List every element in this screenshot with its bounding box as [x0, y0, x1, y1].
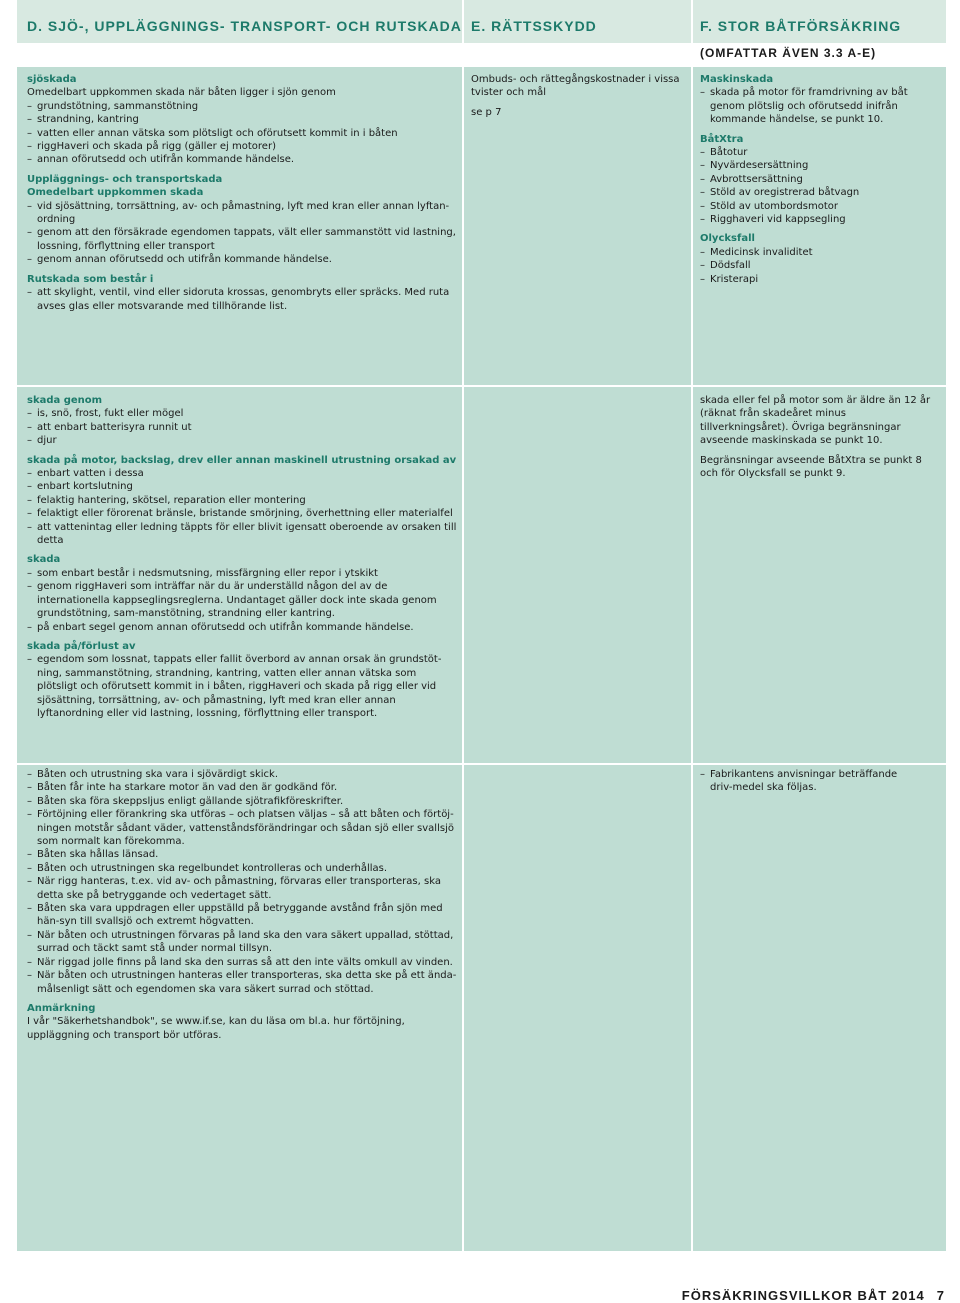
list-item: – Båten ska vara uppdragen eller uppställd på betryggande avstånd från sjön med hän-syn till svallsjö och extremt högvatten. — [27, 902, 457, 929]
safety-rules-f-list — [700, 768, 910, 795]
list-item: – egendom som lossnat, tappats eller fallit överbord av annan orsak än grundstöt-ning, sammanstötning, strandning, kantring, vatten eller annan vätska som plötsligt och oförutsett kommit in i båten, riggHaveri och skada på rigg eller vid sjösättning, torrsättning, av- och påmastning, lyft med kran eller annan lyftanordning eller vid lastning, lossning, förflyttning eller transport. — [27, 653, 457, 720]
list-item: – annan oförutsedd och utifrån kommande händelse. — [27, 153, 457, 166]
row3-block-f — [693, 765, 946, 1251]
row2-d-content — [27, 394, 457, 720]
batxtra-heading: BåtXtra — [700, 133, 744, 145]
column-title-e: E. RÄTTSSKYDD — [471, 18, 597, 34]
list-item: – skada på motor för framdrivning av båt genom plötslig och oförutsedd inifrån kommande händelse, se punkt 10. — [700, 86, 940, 126]
sjoskada-list — [27, 100, 457, 167]
list-item: – enbart kortslutning — [27, 480, 457, 493]
list-item: – som enbart består i nedsmutsning, missfärgning eller repor i ytskikt — [27, 567, 457, 580]
list-item: – Rigghaveri vid kappsegling — [700, 213, 940, 226]
maskinskada-list — [700, 86, 940, 126]
rutskada-list — [27, 286, 457, 313]
list-item: – Båten får inte ha starkare motor än vad den är godkänd för. — [27, 781, 457, 794]
sjoskada-heading: sjöskada — [27, 74, 77, 85]
exclusion-list-2 — [27, 467, 457, 547]
list-item: – att vattenintag eller ledning täppts för eller blivit igensatt oberoende av orsaken till detta — [27, 521, 457, 548]
row1-f-content — [700, 73, 940, 286]
exclusion-list-4 — [27, 653, 457, 720]
exclusion-list-1 — [27, 407, 457, 447]
exclusion-heading-1: skada genom — [27, 395, 103, 406]
list-item: – Båten och utrustning ska vara i sjövärdigt skick. — [27, 768, 457, 781]
list-item: – Stöld av utombordsmotor — [700, 200, 940, 213]
row1-e-content — [471, 73, 683, 119]
column-title-d: D. SJÖ-, UPPLÄGGNINGS- TRANSPORT- OCH RUTSKADA — [27, 18, 462, 34]
list-item: – strandning, kantring — [27, 113, 457, 126]
limitation-batxtra: Begränsningar avseende BåtXtra se punkt 8 och för Olycksfall se punkt 9. — [700, 454, 922, 480]
rattsskydd-ref: se p 7 — [471, 106, 502, 118]
list-item: – När båten och utrustningen hanteras eller transporteras, ska detta ske på ett ända-målsenligt sätt och egendomen ska vara säkert surrad och stöttad. — [27, 969, 457, 996]
note-heading: Anmärkning — [27, 1002, 96, 1014]
list-item: – att skylight, ventil, vind eller sidoruta krossas, genombryts eller spräcks. Med ruta avses glas eller motsvarande med tillhörande list. — [27, 286, 457, 313]
list-item: – Dödsfall — [700, 259, 940, 272]
transport-subheading: Omedelbart uppkommen skada — [27, 187, 204, 199]
list-item: – Båten ska hållas länsad. — [27, 848, 457, 861]
list-item: – enbart vatten i dessa — [27, 467, 457, 480]
list-item: – riggHaveri och skada på rigg (gäller ej motorer) — [27, 140, 457, 153]
row3-f-content — [700, 768, 910, 795]
list-item: – När båten och utrustningen förvaras på land ska den vara säkert uppallad, stöttad, surrad och täckt samt stå under normal tillsyn. — [27, 929, 457, 956]
sjoskada-intro: Omedelbart uppkommen skada när båten ligger i sjön genom — [27, 87, 336, 99]
list-item: – Förtöjning eller förankring ska utföras – och platsen väljas – så att båten och förtöj-ningen motstår sådant väder, vattenståndsförändringar och sådan sjö eller svallsjö som normalt kan förekomma. — [27, 808, 457, 848]
row3-block-e — [464, 765, 691, 1251]
transport-heading: Uppläggnings- och transportskada — [27, 173, 223, 185]
list-item: – Fabrikantens anvisningar beträffande driv-medel ska följas. — [700, 768, 910, 795]
list-item: – Kristerapi — [700, 273, 940, 286]
maskinskada-heading: Maskinskada — [700, 74, 774, 85]
row2-block-e — [464, 387, 691, 763]
footer-title: FÖRSÄKRINGSVILLKOR BÅT 2014 — [681, 1288, 925, 1303]
list-item: – Båten ska föra skeppsljus enligt gällande sjötrafikföreskrifter. — [27, 795, 457, 808]
list-item: – felaktigt eller förorenat bränsle, bristande smörjning, överhettning eller materialfel — [27, 507, 457, 520]
list-item: – genom annan oförutsedd och utifrån kommande händelse. — [27, 253, 457, 266]
note-text: I vår "Säkerhetshandbok", se www.if.se, kan du läsa om bl.a. hur förtöjning, uppläggning och transport bör utföras. — [27, 1016, 405, 1041]
page-footer — [682, 1289, 945, 1302]
olycksfall-list — [700, 246, 940, 286]
list-item: – Stöld av oregistrerad båtvagn — [700, 186, 940, 199]
column-title-f: F. STOR BÅTFÖRSÄKRING — [700, 18, 902, 34]
list-item: – vatten eller annan vätska som plötsligt och oförutsett kommit in i båten — [27, 127, 457, 140]
list-item: – vid sjösättning, torrsättning, av- och påmastning, lyft med kran eller annan lyftan-ordning — [27, 200, 457, 227]
list-item: – Medicinsk invaliditet — [700, 246, 940, 259]
exclusion-heading-2: skada på motor, backslag, drev eller annan maskinell utrustning orsakad av — [27, 454, 457, 466]
rattsskydd-text: Ombuds- och rättegångskostnader i vissa tvister och mål — [471, 74, 680, 99]
list-item: – När rigg hanteras, t.ex. vid av- och påmastning, förvaras eller transporteras, ska detta ske på betryggande och vedertaget sätt. — [27, 875, 457, 902]
page-number: 7 — [936, 1288, 945, 1303]
list-item: – Båten och utrustningen ska regelbundet kontrolleras och underhållas. — [27, 862, 457, 875]
list-item: – på enbart segel genom annan oförutsedd och utifrån kommande händelse. — [27, 621, 457, 634]
rutskada-heading: Rutskada som består i — [27, 273, 154, 285]
list-item: – Nyvärdesersättning — [700, 159, 940, 172]
list-item: – att enbart batterisyra runnit ut — [27, 421, 457, 434]
limitation-maskin: skada eller fel på motor som är äldre än 12 år (räknat från skadeåret minus tillverkningsåret). Övriga begränsningar avseende maskinskada se punkt 10. — [700, 395, 931, 447]
exclusion-list-3 — [27, 567, 457, 634]
row1-d-content — [27, 73, 457, 313]
exclusion-heading-4: skada på/förlust av — [27, 640, 136, 652]
list-item: – Båtotur — [700, 146, 940, 159]
row2-f-content — [700, 394, 936, 480]
list-item: – djur — [27, 434, 457, 447]
column-subtitle-f: (OMFATTAR ÄVEN 3.3 A-E) — [700, 46, 877, 60]
list-item: – När riggad jolle finns på land ska den surras så att den inte välts omkull av vinden. — [27, 956, 457, 969]
list-item: – is, snö, frost, fukt eller mögel — [27, 407, 457, 420]
batxtra-list — [700, 146, 940, 226]
list-item: – grundstötning, sammanstötning — [27, 100, 457, 113]
row3-d-content — [27, 768, 457, 1042]
safety-rules-list — [27, 768, 457, 996]
list-item: – genom riggHaveri som inträffar när du är underställd någon del av de internationella kappseglingsreglerna. Undantaget gäller dock inte skada genom grundstötning, sam-manstötning, strandning eller kantring. — [27, 580, 457, 620]
list-item: – genom att den försäkrade egendomen tappats, vält eller sammanstött vid lastning, lossning, förflyttning eller transport — [27, 226, 457, 253]
list-item: – Avbrottsersättning — [700, 173, 940, 186]
list-item: – felaktig hantering, skötsel, reparation eller montering — [27, 494, 457, 507]
transport-list — [27, 200, 457, 267]
olycksfall-heading: Olycksfall — [700, 233, 755, 245]
exclusion-heading-3: skada — [27, 554, 61, 566]
